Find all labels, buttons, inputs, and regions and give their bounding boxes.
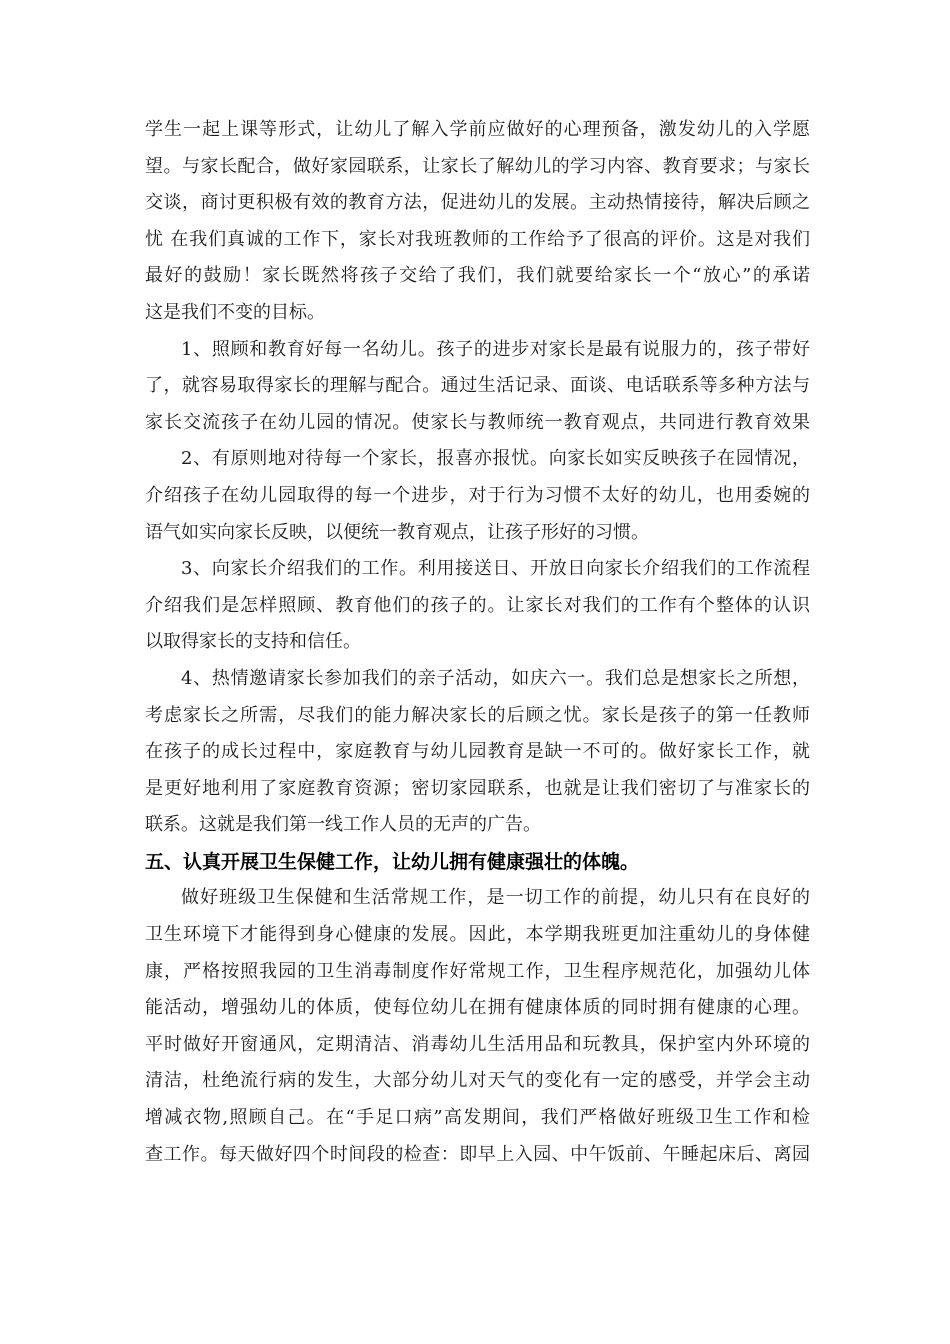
- intro-line-2: 望。与家长配合，做好家园联系，让家长了解幼儿的学习内容、教育要求；与家长: [145, 155, 810, 177]
- section-5-heading: 五、认真开展卫生保健工作，让幼儿拥有健康强壮的体魄。: [145, 850, 640, 873]
- intro-line-6: 这是我们不变的目标。: [145, 301, 325, 323]
- item-2-line-3: 语气如实向家长反映，以便统一教育观点，让孩子形好的习惯。: [145, 521, 649, 543]
- item-4-paragraph: [145, 661, 810, 844]
- intro-line-3: 交谈，商讨更积极有效的教育方法，促进幼儿的发展。主动热情接待，解决后顾之: [145, 192, 810, 214]
- item-3-line-3: 以取得家长的支持和信任。: [145, 631, 361, 653]
- section-5-line-8: 查工作。每天做好四个时间段的检查：即早上入园、中午饭前、午睡起床后、离园: [145, 1143, 810, 1165]
- intro-paragraph: [145, 112, 810, 332]
- item-2-paragraph: [145, 441, 810, 551]
- item-3-paragraph: [145, 551, 810, 661]
- item-3-line-1: 3、向家长介绍我们的工作。利用接送日、开放日向家长介绍我们的工作流程: [181, 558, 810, 580]
- section-5-line-2: 卫生环境下才能得到身心健康的发展。因此，本学期我班更加注重幼儿的身体健: [145, 924, 810, 946]
- intro-line-5: 最好的鼓励！家长既然将孩子交给了我们，我们就要给家长一个“放心”的承诺: [145, 265, 810, 287]
- item-1-line-2: 了，就容易取得家长的理解与配合。通过生活记录、面谈、电话联系等多种方法与: [145, 375, 810, 397]
- section-5-line-6: 清洁，杜绝流行病的发生，大部分幼儿对天气的变化有一定的感受，并学会主动: [145, 1070, 810, 1092]
- item-2-line-1: 2、有原则地对待每一个家长，报喜亦报忧。向家长如实反映孩子在园情况，: [181, 448, 810, 470]
- section-5-line-3: 康，严格按照我园的卫生消毒制度作好常规工作，卫生程序规范化，加强幼儿体: [145, 960, 810, 982]
- intro-line-1: 学生一起上课等形式，让幼儿了解入学前应做好的心理预备，激发幼儿的入学愿: [145, 119, 810, 140]
- item-4-line-4: 是更好地利用了家庭教育资源；密切家园联系，也就是让我们密切了与准家长的: [145, 777, 810, 799]
- item-4-line-3: 在孩子的成长过程中，家庭教育与幼儿园教育是缺一不可的。做好家长工作，就: [145, 741, 810, 763]
- item-4-line-2: 考虑家长之所需，尽我们的能力解决家长的后顾之忧。家长是孩子的第一任教师: [145, 704, 810, 726]
- section-5-line-4: 能活动，增强幼儿的体质，使每位幼儿在拥有健康体质的同时拥有健康的心理。: [145, 997, 810, 1019]
- section-5-line-5: 平时做好开窗通风，定期清洁、消毒幼儿生活用品和玩教具，保护室内外环境的: [145, 1033, 810, 1055]
- item-4-line-5: 联系。这就是我们第一线工作人员的无声的广告。: [145, 814, 541, 836]
- item-3-line-2: 介绍我们是怎样照顾、教育他们的孩子的。让家长对我们的工作有个整体的认识: [145, 594, 810, 616]
- section-5-paragraph: [145, 880, 810, 1173]
- item-2-line-2: 介绍孩子在幼儿园取得的每一个进步，对于行为习惯不太好的幼儿，也用委婉的: [145, 484, 810, 506]
- item-1-line-3: 家长交流孩子在幼儿园的情况。使家长与教师统一教育观点，共同进行教育效果: [145, 411, 810, 433]
- section-5-line-7: 增减衣物,照顾自己。在“手足口病”高发期间，我们严格做好班级卫生工作和检: [145, 1107, 810, 1129]
- item-4-line-1: 4、热情邀请家长参加我们的亲子活动，如庆六一。我们总是想家长之所想，: [181, 667, 810, 689]
- section-5-line-1: 做好班级卫生保健和生活常规工作，是一切工作的前提，幼儿只有在良好的: [181, 887, 810, 909]
- item-1-paragraph: [145, 332, 810, 442]
- item-1-line-1: 1、照顾和教育好每一名幼儿。孩子的进步对家长是最有说服力的，孩子带好: [181, 338, 810, 360]
- intro-line-4: 忧 在我们真诚的工作下，家长对我班教师的工作给予了很高的评价。这是对我们: [145, 228, 810, 250]
- document-body: [145, 112, 810, 1173]
